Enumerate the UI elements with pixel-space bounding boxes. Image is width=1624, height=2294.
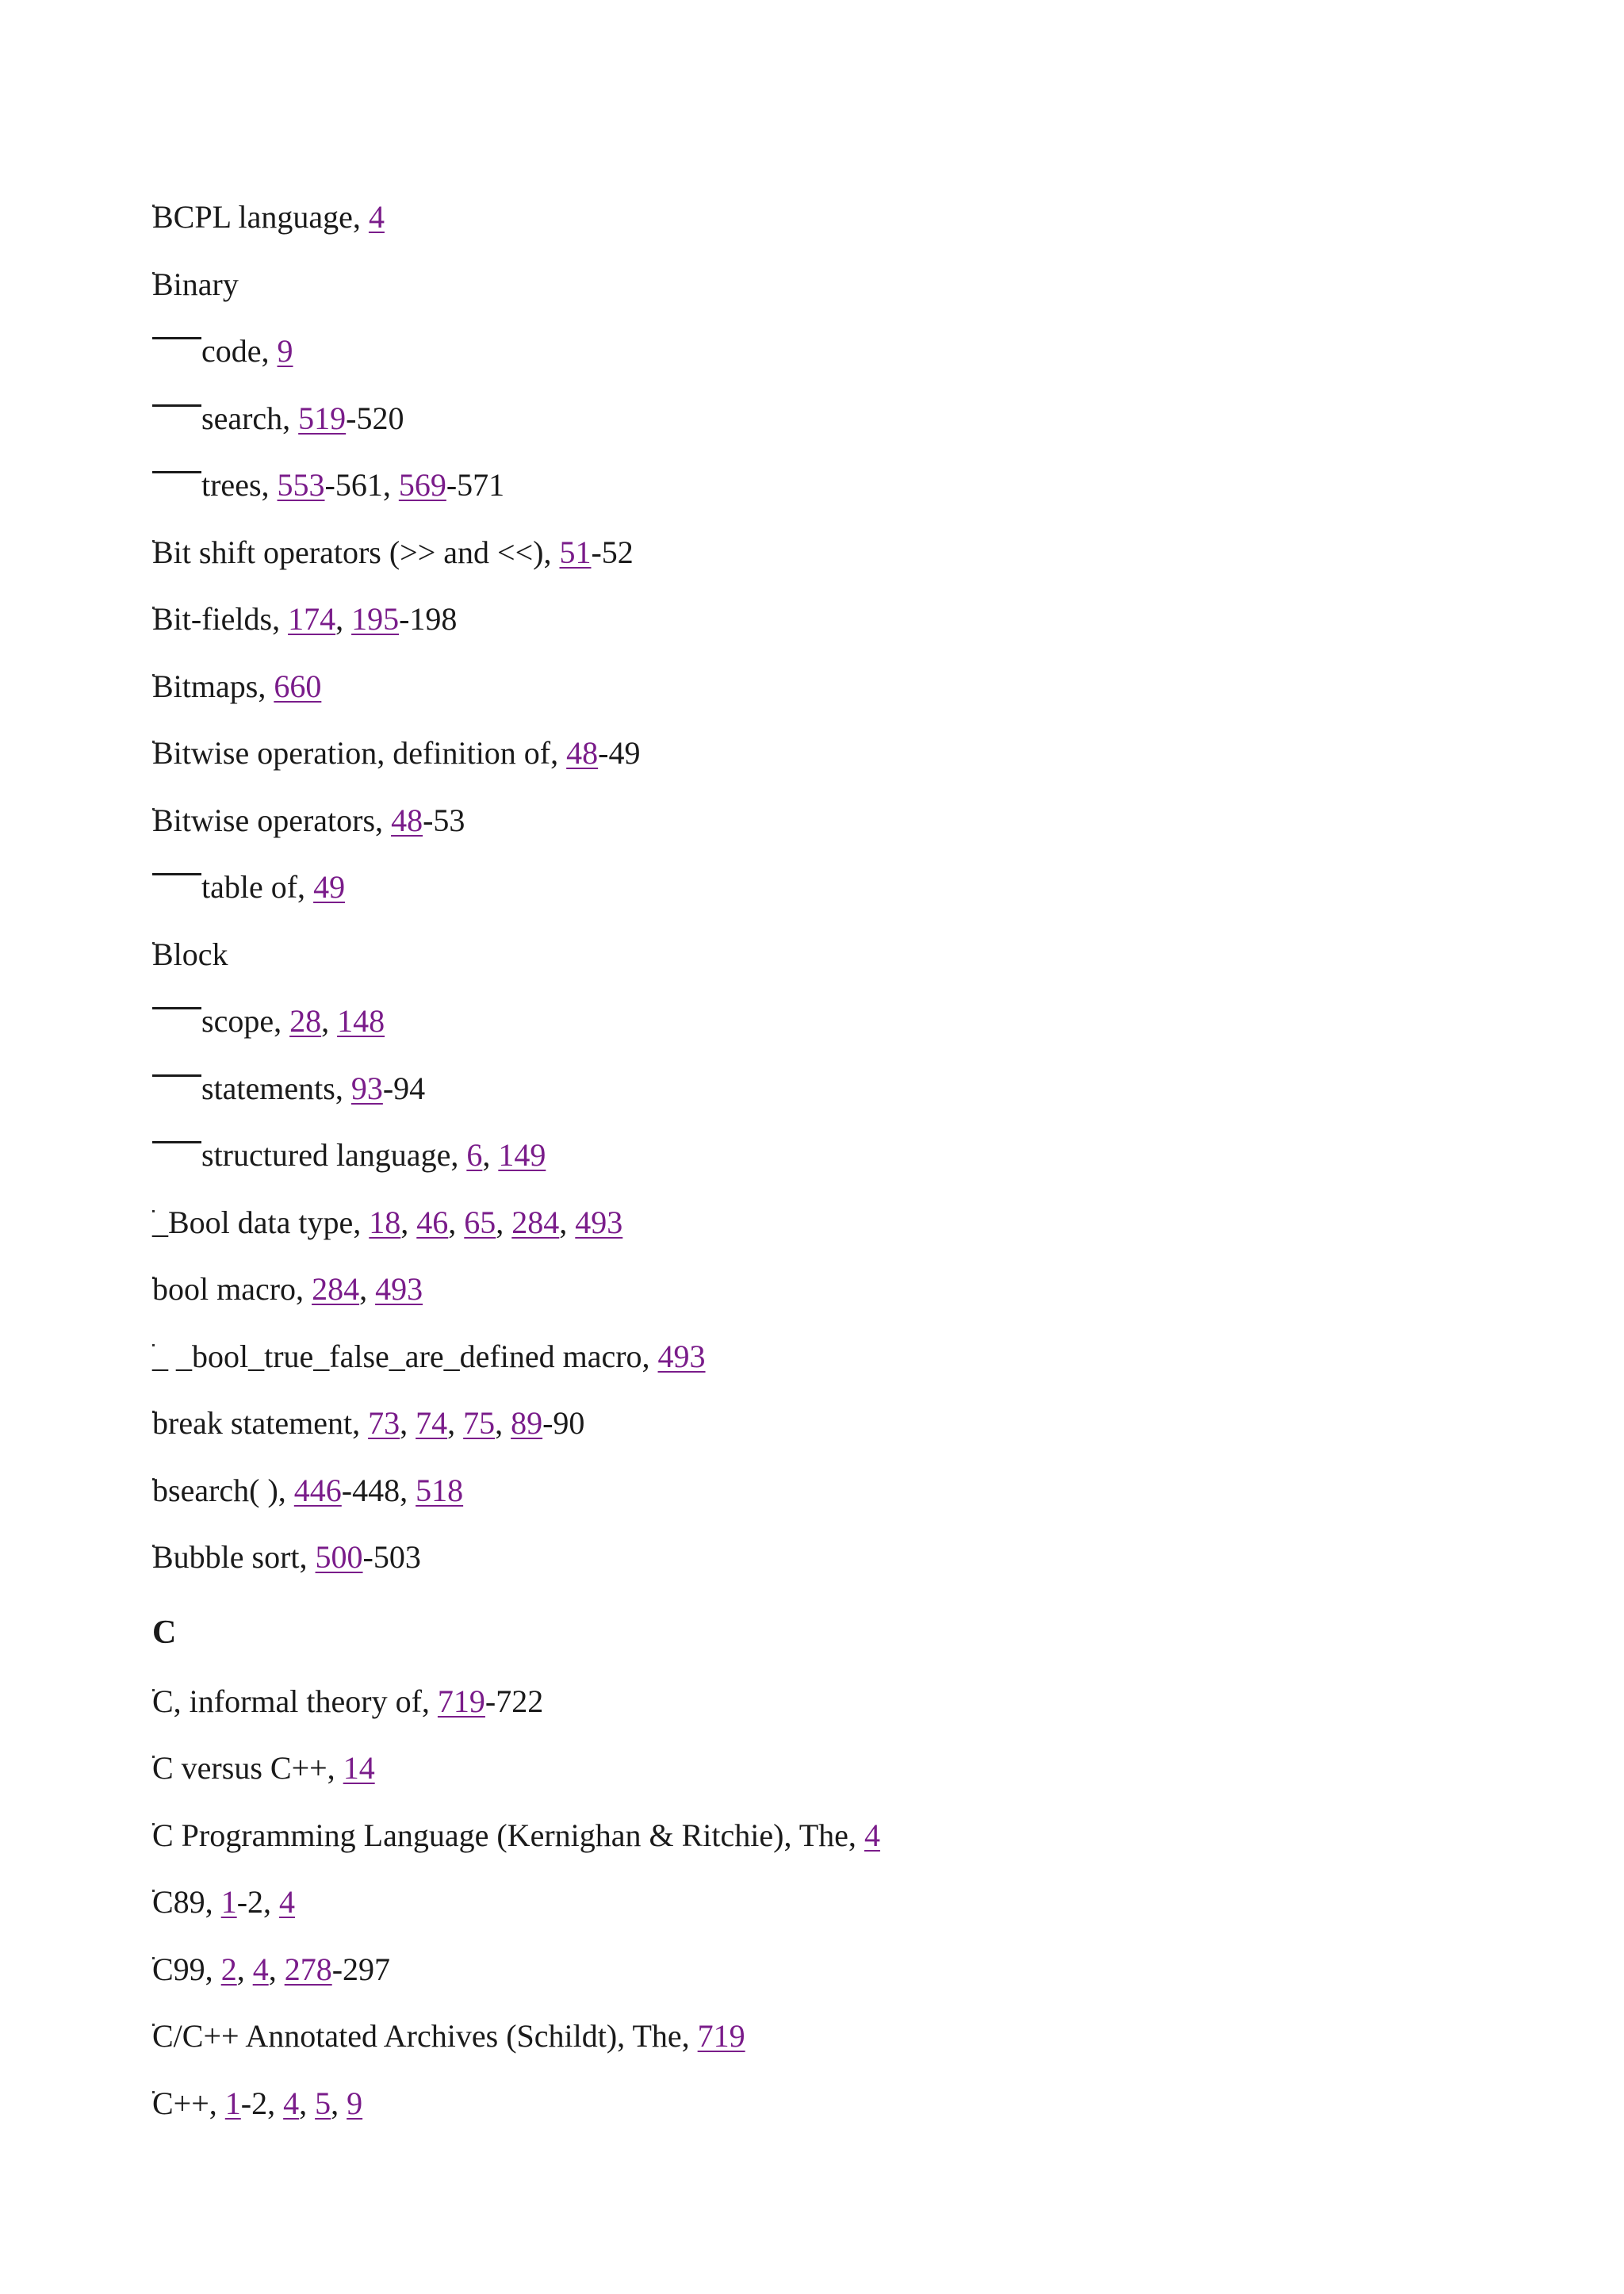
entry-text — [152, 184, 385, 251]
entry-text — [152, 519, 634, 587]
entry-label: -198 — [399, 601, 458, 637]
page-link[interactable]: 4 — [864, 1817, 880, 1853]
index-entry — [152, 1869, 1580, 1936]
entry-label: -448, — [341, 1472, 416, 1508]
subentry-dash — [152, 471, 201, 473]
subentry-dash — [152, 1007, 201, 1009]
entry-text — [201, 1122, 546, 1189]
entry-label: bool macro, — [152, 1271, 312, 1307]
entry-label: C99, — [152, 1951, 221, 1987]
entry-label: Bitwise operation, definition of, — [152, 735, 567, 771]
page-link[interactable]: 284 — [511, 1204, 560, 1240]
entry-text — [152, 1256, 423, 1323]
index-entry — [152, 1323, 1580, 1391]
subentry-dash — [152, 1074, 201, 1077]
entry-label: , — [268, 1951, 285, 1987]
index-entry — [152, 1457, 1580, 1525]
entry-label: -722 — [485, 1683, 544, 1719]
entry-text — [152, 1668, 543, 1736]
page-link[interactable]: 9 — [347, 2085, 363, 2121]
entry-label: -571 — [446, 467, 505, 503]
entry-label: -53 — [423, 802, 465, 838]
page-link[interactable]: 500 — [315, 1539, 363, 1575]
page-link[interactable]: 28 — [289, 1003, 322, 1039]
page-link[interactable]: 278 — [284, 1951, 332, 1987]
entry-label: -2, — [240, 2085, 284, 2121]
page-link[interactable]: 553 — [277, 467, 325, 503]
index-entry — [152, 2070, 1580, 2138]
index-subentry — [152, 318, 1580, 385]
entry-label: , — [236, 1951, 253, 1987]
entry-label: -90 — [542, 1405, 585, 1441]
entry-label: trees, — [201, 467, 278, 503]
index-entry — [152, 787, 1580, 855]
index-entry — [152, 184, 1580, 251]
page-link[interactable]: 9 — [277, 333, 293, 369]
entry-text — [152, 1936, 390, 2004]
page-link[interactable]: 1 — [224, 2085, 241, 2121]
index-entry — [152, 720, 1580, 787]
index-subentry — [152, 452, 1580, 519]
page-link[interactable]: 4 — [252, 1951, 269, 1987]
entry-label: , — [496, 1204, 512, 1240]
entry-label: table of, — [201, 869, 314, 905]
entry-text — [152, 653, 321, 721]
entry-label: , — [495, 1405, 511, 1441]
entry-label: C++, — [152, 2085, 225, 2121]
index-entry — [152, 1256, 1580, 1323]
page-link[interactable]: 719 — [437, 1683, 485, 1719]
entry-label: search, — [201, 400, 299, 436]
entry-label: _Bool data type, — [152, 1204, 370, 1240]
page-link[interactable]: 284 — [312, 1271, 360, 1307]
page-link[interactable]: 51 — [559, 534, 592, 570]
page-link[interactable]: 149 — [498, 1137, 546, 1173]
entry-label: C, informal theory of, — [152, 1683, 438, 1719]
entry-text — [152, 1524, 421, 1591]
page-link[interactable]: 4 — [279, 1884, 296, 1920]
entry-text — [152, 787, 465, 855]
page-link[interactable]: 446 — [293, 1472, 342, 1508]
index-entry — [152, 1936, 1580, 2004]
entry-label: C Programming Language (Kernighan & Ritchie), The, — [152, 1817, 864, 1853]
page-link[interactable]: 569 — [398, 467, 446, 503]
index-entry — [152, 586, 1580, 653]
entry-text — [201, 385, 404, 453]
entry-text — [152, 1735, 375, 1802]
page-link[interactable]: 719 — [697, 2018, 745, 2054]
entry-label: Bitwise operators, — [152, 802, 392, 838]
page-link[interactable]: 6 — [466, 1137, 483, 1173]
entry-label: , — [321, 1003, 338, 1039]
entry-label: -2, — [236, 1884, 280, 1920]
entry-text — [152, 1802, 880, 1870]
entry-label: , — [559, 1204, 576, 1240]
entry-label: break statement, — [152, 1405, 369, 1441]
page-link[interactable]: 148 — [337, 1003, 385, 1039]
page-link[interactable]: 65 — [464, 1204, 496, 1240]
index-entry — [152, 653, 1580, 721]
entry-label: structured language, — [201, 1137, 467, 1173]
index-subentry — [152, 1122, 1580, 1189]
entry-label: Binary — [152, 266, 239, 302]
entry-label: , — [331, 2085, 347, 2121]
entry-label: , — [400, 1405, 416, 1441]
page-link[interactable]: 18 — [369, 1204, 401, 1240]
page-link[interactable]: 93 — [350, 1070, 383, 1106]
subentry-dash — [152, 404, 201, 407]
entry-label: , — [482, 1137, 499, 1173]
index-subentry — [152, 988, 1580, 1055]
page-link[interactable]: 89 — [511, 1405, 543, 1441]
page-link[interactable]: 14 — [343, 1750, 375, 1786]
entry-text — [152, 586, 457, 653]
index-entry — [152, 1735, 1580, 1802]
page-link[interactable]: 4 — [368, 199, 385, 235]
entry-label: _ _bool_true_false_are_defined macro, — [152, 1338, 658, 1374]
page-link[interactable]: 493 — [575, 1204, 623, 1240]
page-link[interactable]: 660 — [274, 668, 322, 704]
entry-text — [152, 1457, 463, 1525]
page-link[interactable]: 195 — [351, 601, 400, 637]
entry-label: -561, — [324, 467, 399, 503]
entry-label: Bit shift operators (>> and <<), — [152, 534, 560, 570]
index-subentry — [152, 1055, 1580, 1123]
index-letter-heading: C — [152, 1614, 177, 1651]
entry-label: statements, — [201, 1070, 351, 1106]
entry-text — [152, 921, 228, 989]
index-entry — [152, 1189, 1580, 1257]
entry-label: scope, — [201, 1003, 290, 1039]
page-link[interactable]: 493 — [375, 1271, 423, 1307]
entry-label: , — [359, 1271, 376, 1307]
page-link[interactable]: 74 — [416, 1405, 448, 1441]
page-link[interactable]: 49 — [313, 869, 346, 905]
page-link[interactable]: 48 — [566, 735, 599, 771]
entry-label: code, — [201, 333, 278, 369]
entry-label: , — [448, 1204, 465, 1240]
page-link[interactable]: 46 — [416, 1204, 449, 1240]
subentry-dash — [152, 873, 201, 875]
index-entry — [152, 1668, 1580, 1736]
entry-text — [201, 318, 293, 385]
index-entry — [152, 1390, 1580, 1457]
entry-text — [152, 251, 239, 319]
entry-text — [152, 1189, 622, 1257]
entry-text — [152, 1323, 706, 1391]
entry-text — [201, 854, 345, 921]
page-link[interactable]: 1 — [220, 1884, 237, 1920]
entry-text — [152, 2070, 362, 2138]
entry-label: Bit-fields, — [152, 601, 289, 637]
entry-label: -52 — [591, 534, 634, 570]
index-entry — [152, 2003, 1580, 2070]
entry-label: bsearch( ), — [152, 1472, 294, 1508]
entry-label: , — [335, 601, 352, 637]
page-link[interactable]: 48 — [391, 802, 423, 838]
page-link[interactable]: 5 — [315, 2085, 331, 2121]
entry-label: -503 — [362, 1539, 421, 1575]
subentry-dash — [152, 1141, 201, 1143]
page-link[interactable]: 518 — [416, 1472, 464, 1508]
entry-text — [152, 1869, 295, 1936]
page-link[interactable]: 73 — [368, 1405, 400, 1441]
page-link[interactable]: 519 — [298, 400, 347, 436]
entry-label: -297 — [331, 1951, 391, 1987]
entry-text — [152, 2003, 745, 2070]
index-entry — [152, 519, 1580, 587]
page-link[interactable]: 493 — [657, 1338, 706, 1374]
entry-text — [152, 1390, 584, 1457]
page-link[interactable]: 75 — [463, 1405, 496, 1441]
entry-label: Bubble sort, — [152, 1539, 316, 1575]
entry-label: -94 — [382, 1070, 426, 1106]
index-subentry — [152, 385, 1580, 453]
page-link[interactable]: 174 — [288, 601, 336, 637]
entry-label: C versus C++, — [152, 1750, 343, 1786]
book-index — [152, 184, 1580, 2137]
entry-text — [152, 720, 640, 787]
index-entry — [152, 921, 1580, 989]
entry-label: BCPL language, — [152, 199, 369, 235]
entry-text — [201, 988, 385, 1055]
entry-label: C89, — [152, 1884, 221, 1920]
page-link[interactable]: 2 — [220, 1951, 237, 1987]
entry-label: , — [299, 2085, 316, 2121]
entry-label: Block — [152, 936, 228, 972]
entry-label: -49 — [598, 735, 641, 771]
index-entry — [152, 1524, 1580, 1591]
index-entry — [152, 1802, 1580, 1870]
entry-label: C/C++ Annotated Archives (Schildt), The, — [152, 2018, 698, 2054]
entry-text — [201, 452, 504, 519]
subentry-dash — [152, 337, 201, 339]
entry-text — [201, 1055, 425, 1123]
entry-label: , — [447, 1405, 464, 1441]
index-subentry — [152, 854, 1580, 921]
entry-label: -520 — [346, 400, 404, 436]
index-entry — [152, 251, 1580, 319]
page-link[interactable]: 4 — [283, 2085, 300, 2121]
entry-label: Bitmaps, — [152, 668, 274, 704]
entry-label: , — [400, 1204, 417, 1240]
